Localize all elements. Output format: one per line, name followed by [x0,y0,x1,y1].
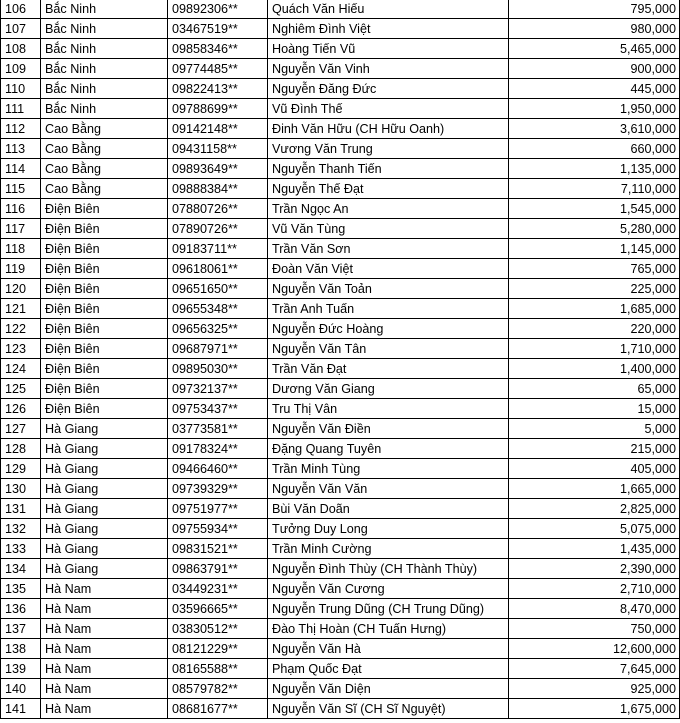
amount-cell: 1,545,000 [509,199,680,219]
amount-cell: 1,435,000 [509,539,680,559]
amount-cell: 2,390,000 [509,559,680,579]
table-row [1,239,680,259]
province-cell: Hà Nam [41,579,168,599]
amount-cell: 15,000 [509,399,680,419]
name-cell: Dương Văn Giang [268,379,509,399]
row-number: 136 [1,599,41,619]
phone-cell: 09755934** [168,519,268,539]
province-cell: Hà Giang [41,539,168,559]
amount-cell: 215,000 [509,439,680,459]
amount-cell: 5,075,000 [509,519,680,539]
name-cell: Tru Thị Vân [268,399,509,419]
province-cell: Hà Nam [41,699,168,719]
province-cell: Hà Giang [41,459,168,479]
name-cell: Vũ Đình Thế [268,99,509,119]
phone-cell: 09822413** [168,79,268,99]
province-cell: Hà Giang [41,479,168,499]
phone-cell: 09431158** [168,139,268,159]
row-number: 124 [1,359,41,379]
table-row [1,499,680,519]
table-row [1,19,680,39]
name-cell: Trần Minh Cường [268,539,509,559]
name-cell: Nguyễn Đăng Đức [268,79,509,99]
row-number: 119 [1,259,41,279]
table-row [1,699,680,719]
row-number: 141 [1,699,41,719]
phone-cell: 08681677** [168,699,268,719]
row-number: 131 [1,499,41,519]
name-cell: Phạm Quốc Đạt [268,659,509,679]
province-cell: Điện Biên [41,359,168,379]
name-cell: Nguyễn Đình Thùy (CH Thành Thùy) [268,559,509,579]
row-number: 114 [1,159,41,179]
amount-cell: 65,000 [509,379,680,399]
name-cell: Vũ Văn Tùng [268,219,509,239]
amount-cell: 12,600,000 [509,639,680,659]
province-cell: Hà Nam [41,679,168,699]
row-number: 122 [1,319,41,339]
amount-cell: 980,000 [509,19,680,39]
row-number: 112 [1,119,41,139]
amount-cell: 3,610,000 [509,119,680,139]
phone-cell: 07890726** [168,219,268,239]
row-number: 130 [1,479,41,499]
table-row [1,539,680,559]
table-row [1,339,680,359]
table-row [1,379,680,399]
phone-cell: 08579782** [168,679,268,699]
amount-cell: 1,685,000 [509,299,680,319]
province-cell: Hà Giang [41,519,168,539]
phone-cell: 09895030** [168,359,268,379]
province-cell: Cao Bằng [41,119,168,139]
name-cell: Quách Văn Hiếu [268,0,509,19]
row-number: 107 [1,19,41,39]
name-cell: Nguyễn Văn Điền [268,419,509,439]
name-cell: Đào Thị Hoàn (CH Tuấn Hưng) [268,619,509,639]
table-row [1,319,680,339]
table-row [1,459,680,479]
row-number: 133 [1,539,41,559]
province-cell: Điện Biên [41,279,168,299]
name-cell: Nguyễn Đức Hoàng [268,319,509,339]
row-number: 137 [1,619,41,639]
table-row [1,59,680,79]
table-row [1,359,680,379]
row-number: 121 [1,299,41,319]
phone-cell: 03449231** [168,579,268,599]
name-cell: Trần Anh Tuấn [268,299,509,319]
table-row [1,439,680,459]
table-row [1,659,680,679]
table-row [1,519,680,539]
province-cell: Hà Giang [41,419,168,439]
row-number: 129 [1,459,41,479]
province-cell: Hà Nam [41,599,168,619]
amount-cell: 8,470,000 [509,599,680,619]
phone-cell: 09888384** [168,179,268,199]
amount-cell: 2,825,000 [509,499,680,519]
phone-cell: 09142148** [168,119,268,139]
row-number: 113 [1,139,41,159]
row-number: 120 [1,279,41,299]
table-row [1,479,680,499]
row-number: 135 [1,579,41,599]
phone-cell: 09774485** [168,59,268,79]
table-row [1,559,680,579]
amount-cell: 1,675,000 [509,699,680,719]
amount-cell: 795,000 [509,0,680,19]
row-number: 117 [1,219,41,239]
province-cell: Hà Giang [41,499,168,519]
name-cell: Đinh Văn Hữu (CH Hữu Oanh) [268,119,509,139]
name-cell: Đặng Quang Tuyên [268,439,509,459]
name-cell: Trần Ngọc An [268,199,509,219]
phone-cell: 03467519** [168,19,268,39]
phone-cell: 09893649** [168,159,268,179]
name-cell: Nguyễn Thế Đạt [268,179,509,199]
table-row [1,599,680,619]
table-row [1,679,680,699]
name-cell: Đoàn Văn Việt [268,259,509,279]
province-cell: Bắc Ninh [41,79,168,99]
row-number: 106 [1,0,41,19]
phone-cell: 09831521** [168,539,268,559]
table-row [1,639,680,659]
table-row [1,0,680,19]
name-cell: Nguyễn Văn Toản [268,279,509,299]
province-cell: Cao Bằng [41,159,168,179]
province-cell: Hà Nam [41,619,168,639]
province-cell: Điện Biên [41,379,168,399]
province-cell: Bắc Ninh [41,0,168,19]
table-row [1,179,680,199]
row-number: 125 [1,379,41,399]
phone-cell: 09858346** [168,39,268,59]
province-cell: Bắc Ninh [41,39,168,59]
province-cell: Điện Biên [41,199,168,219]
row-number: 134 [1,559,41,579]
province-cell: Hà Nam [41,639,168,659]
row-number: 108 [1,39,41,59]
row-number: 140 [1,679,41,699]
amount-cell: 925,000 [509,679,680,699]
table-row [1,419,680,439]
table-row [1,219,680,239]
name-cell: Nguyễn Văn Hà [268,639,509,659]
amount-cell: 220,000 [509,319,680,339]
table-body [1,0,680,719]
name-cell: Nguyễn Thanh Tiến [268,159,509,179]
table-row [1,159,680,179]
province-cell: Điện Biên [41,399,168,419]
phone-cell: 09753437** [168,399,268,419]
phone-cell: 09656325** [168,319,268,339]
phone-cell: 09183711** [168,239,268,259]
phone-cell: 03773581** [168,419,268,439]
amount-cell: 1,665,000 [509,479,680,499]
amount-cell: 405,000 [509,459,680,479]
phone-cell: 09466460** [168,459,268,479]
amount-cell: 900,000 [509,59,680,79]
row-number: 128 [1,439,41,459]
name-cell: Trần Văn Sơn [268,239,509,259]
name-cell: Nguyễn Trung Dũng (CH Trung Dũng) [268,599,509,619]
name-cell: Trần Minh Tùng [268,459,509,479]
name-cell: Nguyễn Văn Tân [268,339,509,359]
row-number: 127 [1,419,41,439]
province-cell: Bắc Ninh [41,59,168,79]
phone-cell: 08121229** [168,639,268,659]
amount-cell: 2,710,000 [509,579,680,599]
province-cell: Điện Biên [41,219,168,239]
province-cell: Bắc Ninh [41,19,168,39]
name-cell: Nguyễn Văn Vinh [268,59,509,79]
province-cell: Điện Biên [41,339,168,359]
table-row [1,399,680,419]
province-cell: Bắc Ninh [41,99,168,119]
row-number: 118 [1,239,41,259]
amount-cell: 5,280,000 [509,219,680,239]
province-cell: Điện Biên [41,299,168,319]
name-cell: Vương Văn Trung [268,139,509,159]
phone-cell: 07880726** [168,199,268,219]
row-number: 138 [1,639,41,659]
amount-cell: 1,145,000 [509,239,680,259]
phone-cell: 09732137** [168,379,268,399]
province-cell: Điện Biên [41,319,168,339]
table-row [1,199,680,219]
row-number: 132 [1,519,41,539]
name-cell: Nguyễn Văn Diện [268,679,509,699]
amount-cell: 1,710,000 [509,339,680,359]
name-cell: Nguyễn Văn Sĩ (CH Sĩ Nguyệt) [268,699,509,719]
name-cell: Nguyễn Văn Cương [268,579,509,599]
amount-cell: 5,000 [509,419,680,439]
amount-cell: 1,950,000 [509,99,680,119]
table-row [1,259,680,279]
row-number: 139 [1,659,41,679]
table-row [1,139,680,159]
table-row [1,119,680,139]
amount-cell: 7,110,000 [509,179,680,199]
phone-cell: 09618061** [168,259,268,279]
amount-cell: 1,400,000 [509,359,680,379]
table-row [1,619,680,639]
table-row [1,39,680,59]
phone-cell: 09651650** [168,279,268,299]
phone-cell: 09751977** [168,499,268,519]
name-cell: Trần Văn Đạt [268,359,509,379]
row-number: 111 [1,99,41,119]
phone-cell: 09788699** [168,99,268,119]
amount-cell: 445,000 [509,79,680,99]
phone-cell: 09892306** [168,0,268,19]
row-number: 116 [1,199,41,219]
name-cell: Nghiêm Đình Việt [268,19,509,39]
name-cell: Nguyễn Văn Văn [268,479,509,499]
phone-cell: 09863791** [168,559,268,579]
amount-cell: 7,645,000 [509,659,680,679]
amount-cell: 660,000 [509,139,680,159]
province-cell: Cao Bằng [41,139,168,159]
province-cell: Hà Giang [41,559,168,579]
amount-cell: 765,000 [509,259,680,279]
amount-cell: 225,000 [509,279,680,299]
name-cell: Hoàng Tiến Vũ [268,39,509,59]
table-row [1,279,680,299]
phone-cell: 09687971** [168,339,268,359]
amount-cell: 750,000 [509,619,680,639]
province-cell: Hà Nam [41,659,168,679]
row-number: 123 [1,339,41,359]
row-number: 126 [1,399,41,419]
row-number: 110 [1,79,41,99]
phone-cell: 03830512** [168,619,268,639]
amount-cell: 1,135,000 [509,159,680,179]
name-cell: Bùi Văn Doãn [268,499,509,519]
phone-cell: 09739329** [168,479,268,499]
phone-cell: 03596665** [168,599,268,619]
name-cell: Tưởng Duy Long [268,519,509,539]
table-row [1,79,680,99]
province-cell: Hà Giang [41,439,168,459]
row-number: 115 [1,179,41,199]
phone-cell: 09178324** [168,439,268,459]
amount-cell: 5,465,000 [509,39,680,59]
province-cell: Cao Bằng [41,179,168,199]
province-cell: Điện Biên [41,239,168,259]
table-row [1,579,680,599]
phone-cell: 09655348** [168,299,268,319]
phone-cell: 08165588** [168,659,268,679]
table-row [1,99,680,119]
table-row [1,299,680,319]
province-cell: Điện Biên [41,259,168,279]
row-number: 109 [1,59,41,79]
